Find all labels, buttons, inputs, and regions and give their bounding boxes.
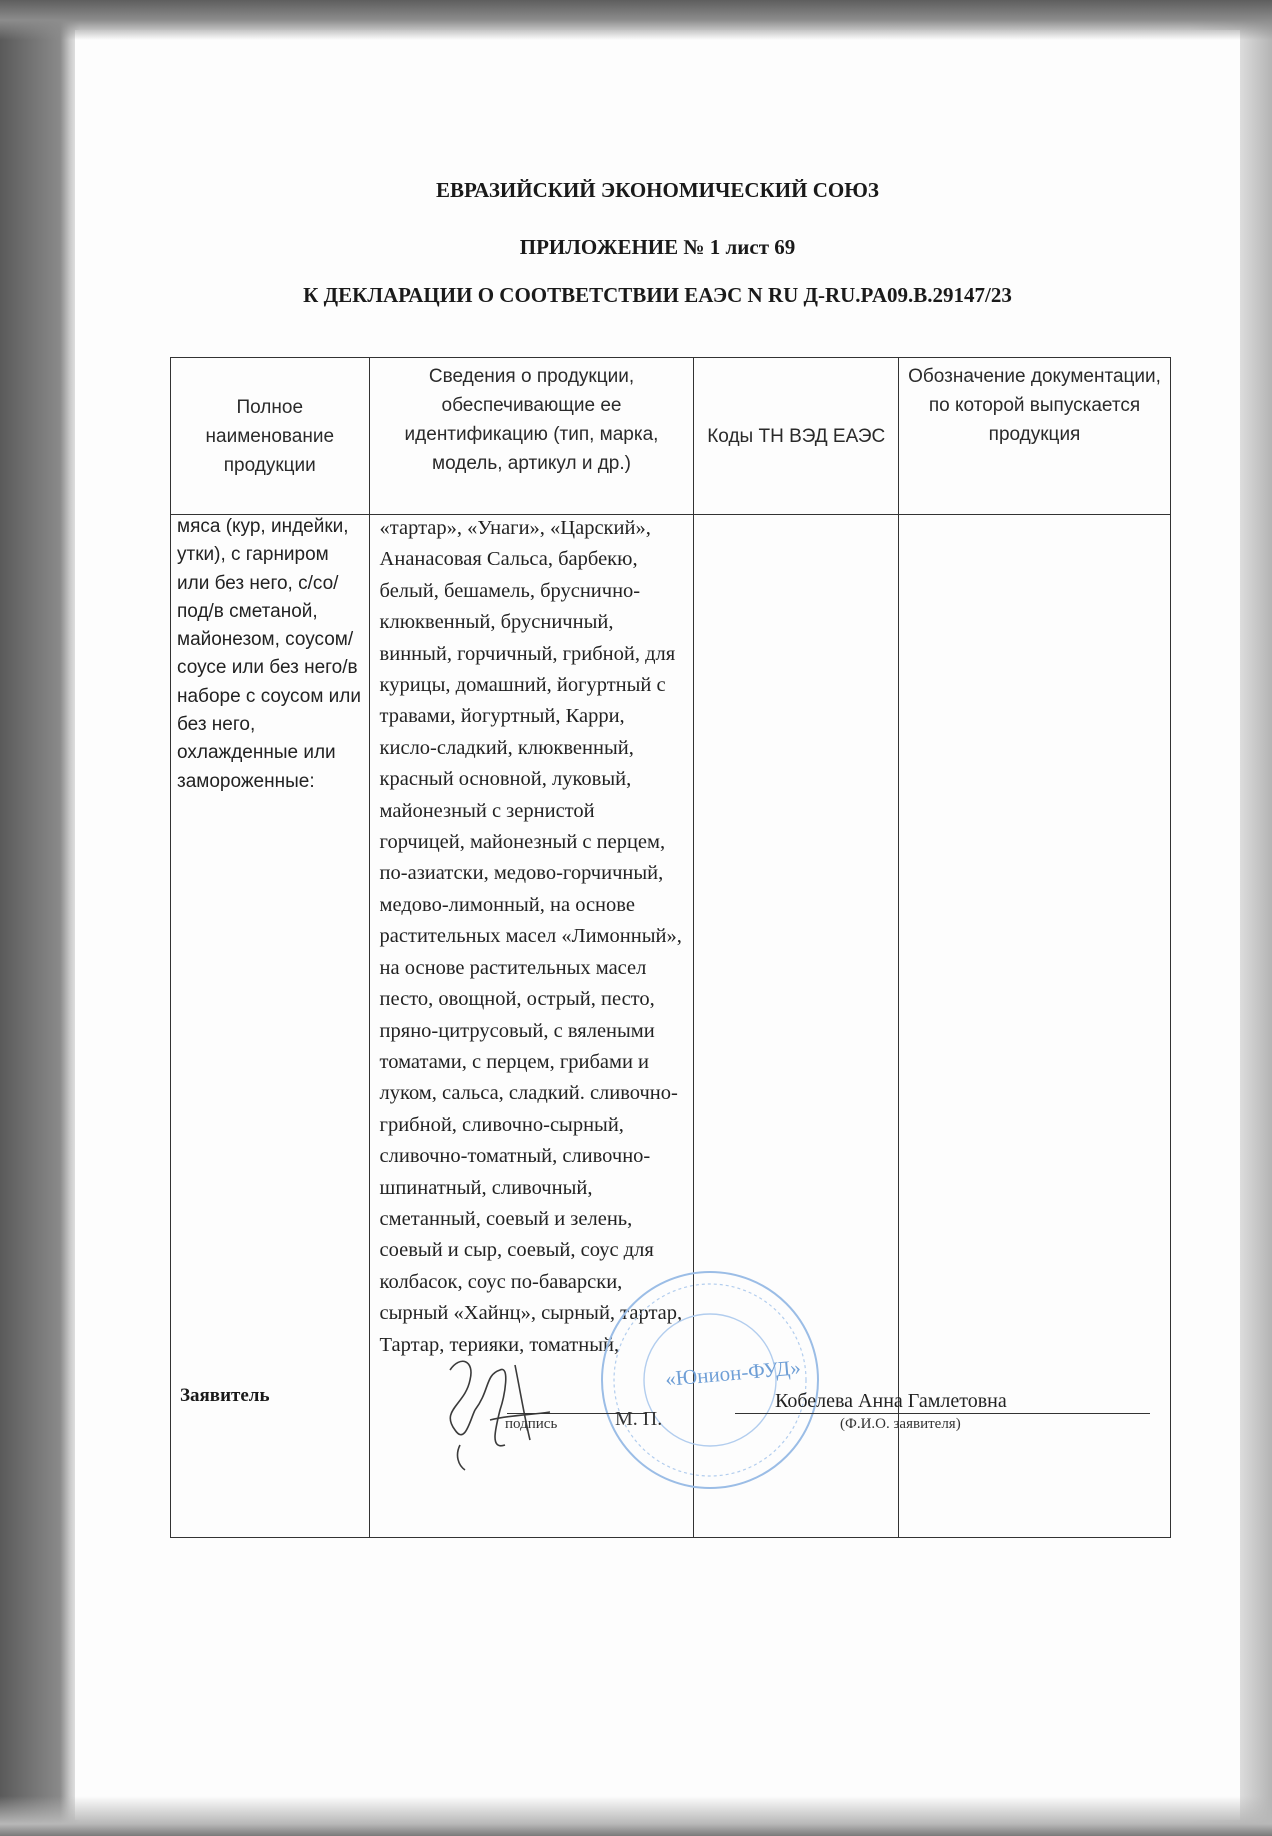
document-sheet: [75, 30, 1240, 1820]
fio-caption: (Ф.И.О. заявителя): [840, 1416, 961, 1432]
appendix-title: ПРИЛОЖЕНИЕ № 1 лист 69: [519, 235, 796, 259]
stamp-text: «Юнион-ФУД»: [664, 1355, 802, 1391]
header-cell-details: Сведения о продукции, обеспечивающие ее идентификацию (тип, марка, модель, артикул и др.): [369, 358, 694, 515]
cell-product-name: мяса (кур, индейки, утки), с гарниром или без него, с/со/под/в сметаной, майонезом, соусом/соусе или без него/в наборе с соусом или без него, охлажденные или замороженные:: [171, 515, 370, 1538]
applicant-name: Кобелева Анна Гамлетовна: [775, 1390, 1007, 1412]
header-cell-name: Полное наименование продукции: [171, 358, 370, 515]
signature-caption: подпись: [505, 1416, 558, 1432]
cell-product-details: «тартар», «Унаги», «Царский», Ананасовая Сальса, барбекю, белый, бешамель, бруснично-клюквенный, брусничный, винный, горчичный, грибной, для курицы, домашний, йогуртный с травами, йогуртный, Карри, кисло-сладкий, клюквенный, красный основной, луковый, майонезный с зернистой горчицей, майонезный с перцем, по-азиатски, медово-горчичный, медово-лимонный, на основе растительных масел «Лимонный», на основе растительных масел песто, овощной, острый, песто, пряно-цитрусовый, с вялеными томатами, с перцем, грибами и луком, сальса, сладкий. сливочно-грибной, сливочно-сырный, сливочно-томатный, сливочно-шпинатный, сливочный, сметанный, соевый и зелень, соевый и сыр, соевый, соус для колбасок, соус по-баварски, сырный «Хайнц», сырный, тартар, Тартар, терияки, томатный,: [369, 515, 694, 1538]
cell-docs: [899, 515, 1171, 1538]
seal-label: М. П.: [615, 1408, 663, 1430]
applicant-label: Заявитель: [180, 1385, 270, 1406]
scan-top-edge: [0, 0, 1272, 40]
table-header-row: [171, 358, 1171, 515]
signature-mark: [430, 1350, 570, 1480]
union-title: ЕВРАЗИЙСКИЙ ЭКОНОМИЧЕСКИЙ СОЮЗ: [436, 178, 879, 202]
scan-bottom-edge: [0, 1796, 1272, 1836]
header-cell-docs: Обозначение документации, по которой выпускается продукция: [899, 358, 1171, 515]
name-line: [735, 1413, 1150, 1414]
header-cell-codes: Коды ТН ВЭД ЕАЭС: [694, 358, 899, 515]
declaration-title: К ДЕКЛАРАЦИИ О СООТВЕТСТВИИ ЕАЭС N RU Д-RU.PA09.B.29147/23: [303, 283, 1012, 307]
